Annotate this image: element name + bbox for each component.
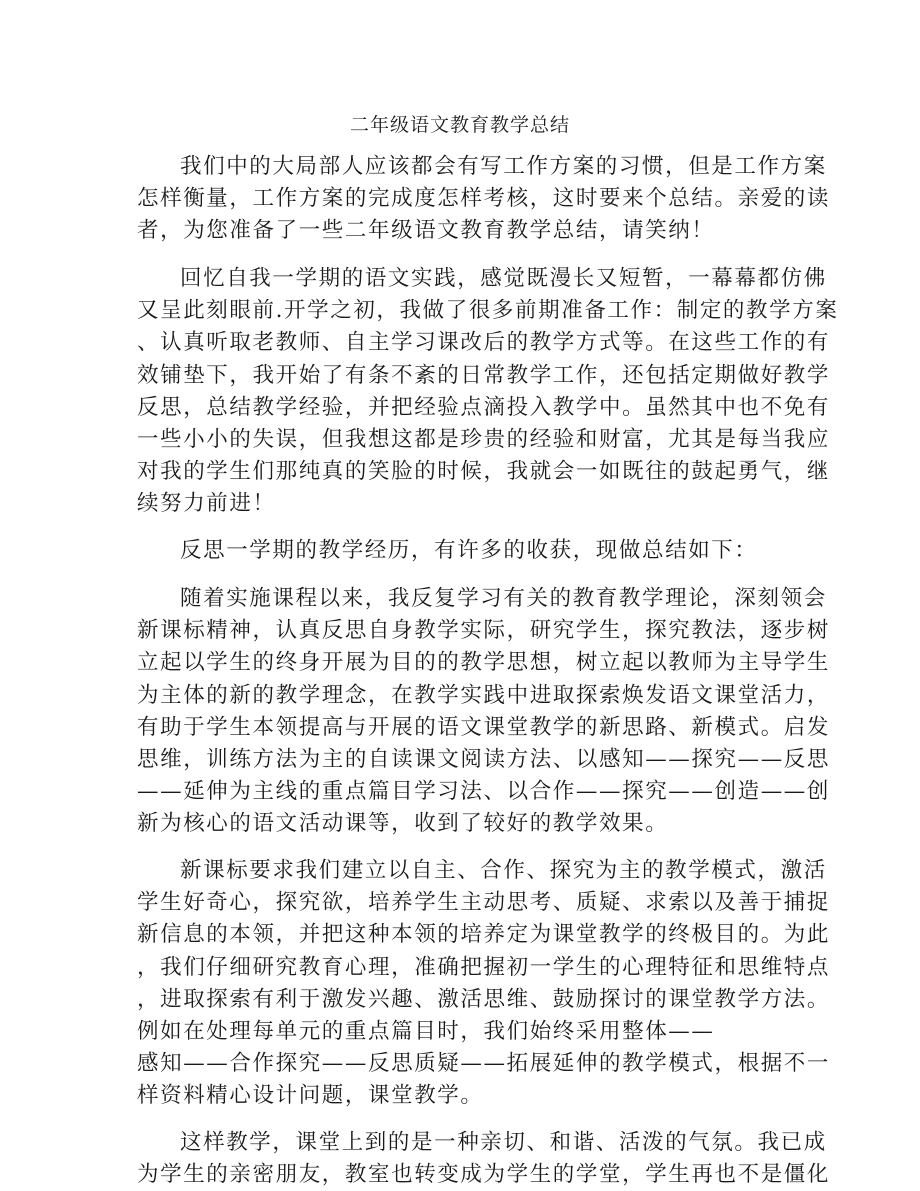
text-line: 对我的学生们那纯真的笑脸的时候，我就会一如既往的鼓起勇气，继 bbox=[137, 459, 831, 485]
text-line: 为学生的亲密朋友，教室也转变成为学生的学堂，学生再也不是僵化 bbox=[137, 1162, 831, 1188]
text-line: 有助于学生本领提高与开展的语文课堂教学的新思路、新模式。启发 bbox=[137, 714, 831, 740]
text-line: 这样教学，课堂上到的是一种亲切、和谐、活泼的气氛。我已成 bbox=[180, 1130, 827, 1155]
paragraph-intro bbox=[137, 151, 831, 248]
paragraph-classroom bbox=[137, 1127, 831, 1191]
text-line: 为主体的新的教学理念，在教学实践中进取探索焕发语文课堂活力， bbox=[137, 682, 831, 708]
text-line: 例如在处理每单元的重点篇目时，我们始终采用整体—— bbox=[137, 1018, 715, 1044]
text-line: 新课标要求我们建立以自主、合作、探究为主的教学模式，激活 bbox=[180, 858, 827, 883]
text-line: ，我们仔细研究教育心理，准确把握初一学生的心理特征和思维特点 bbox=[137, 954, 831, 980]
text-line: 新信息的本领，并把这种本领的培养定为课堂教学的终极目的。为此 bbox=[137, 922, 831, 948]
text-line: 新为核心的语文活动课等，收到了较好的教学效果。 bbox=[137, 811, 669, 837]
paragraph-reflection-intro bbox=[137, 535, 783, 567]
text-line: 样资料精心设计问题，课堂教学。 bbox=[137, 1083, 484, 1109]
text-line: 随着实施课程以来，我反复学习有关的教育教学理论，深刻领会 bbox=[180, 586, 827, 611]
text-line: 回忆自我一学期的语文实践，感觉既漫长又短暂，一幕幕都仿佛 bbox=[180, 266, 827, 291]
text-line: 续努力前进！ bbox=[137, 491, 276, 517]
text-line: 思维，训练方法为主的自读课文阅读方法、以感知——探究——反思 bbox=[137, 746, 831, 772]
text-line: 学生好奇心，探究欲，培养学生主动思考、质疑、求索以及善于捕捉 bbox=[137, 890, 831, 916]
text-line: 反思，总结教学经验，并把经验点滴投入教学中。虽然其中也不免有 bbox=[137, 394, 831, 420]
paragraph-curriculum bbox=[137, 583, 831, 841]
paragraph-teaching-model bbox=[137, 855, 831, 1113]
text-line: 、认真听取老教师、自主学习课改后的教学方式等。在这些工作的有 bbox=[137, 330, 831, 356]
text-line: 效铺垫下，我开始了有条不紊的日常教学工作，还包括定期做好教学 bbox=[137, 362, 831, 388]
text-line: 反思一学期的教学经历，有许多的收获，现做总结如下： bbox=[180, 538, 758, 563]
text-line: 感知——合作探究——反思质疑——拓展延伸的教学模式，根据不一 bbox=[137, 1051, 831, 1077]
text-line: 立起以学生的终身开展为目的的教学思想，树立起以教师为主导学生 bbox=[137, 650, 831, 676]
paragraph-recollection bbox=[137, 263, 839, 521]
text-line: 一些小小的失误，但我想这都是珍贵的经验和财富，尤其是每当我应 bbox=[137, 426, 831, 452]
text-line: 者，为您准备了一些二年级语文教育教学总结，请笑纳！ bbox=[137, 218, 715, 244]
document-title: 二年级语文教育教学总结 bbox=[349, 114, 570, 136]
text-line: ——延伸为主线的重点篇目学习法、以合作——探究——创造——创 bbox=[137, 779, 831, 805]
text-line: 怎样衡量，工作方案的完成度怎样考核，这时要来个总结。亲爱的读 bbox=[137, 186, 831, 212]
text-line: ，进取探索有利于激发兴趣、激活思维、鼓励探讨的课堂教学方法。 bbox=[137, 986, 831, 1012]
text-line: 新课标精神，认真反思自身教学实际，研究学生，探究教法，逐步树 bbox=[137, 618, 831, 644]
text-line: 又呈此刻眼前.开学之初，我做了很多前期准备工作：制定的教学方案 bbox=[137, 298, 839, 324]
text-line: 我们中的大局部人应该都会有写工作方案的习惯，但是工作方案 bbox=[180, 154, 827, 179]
